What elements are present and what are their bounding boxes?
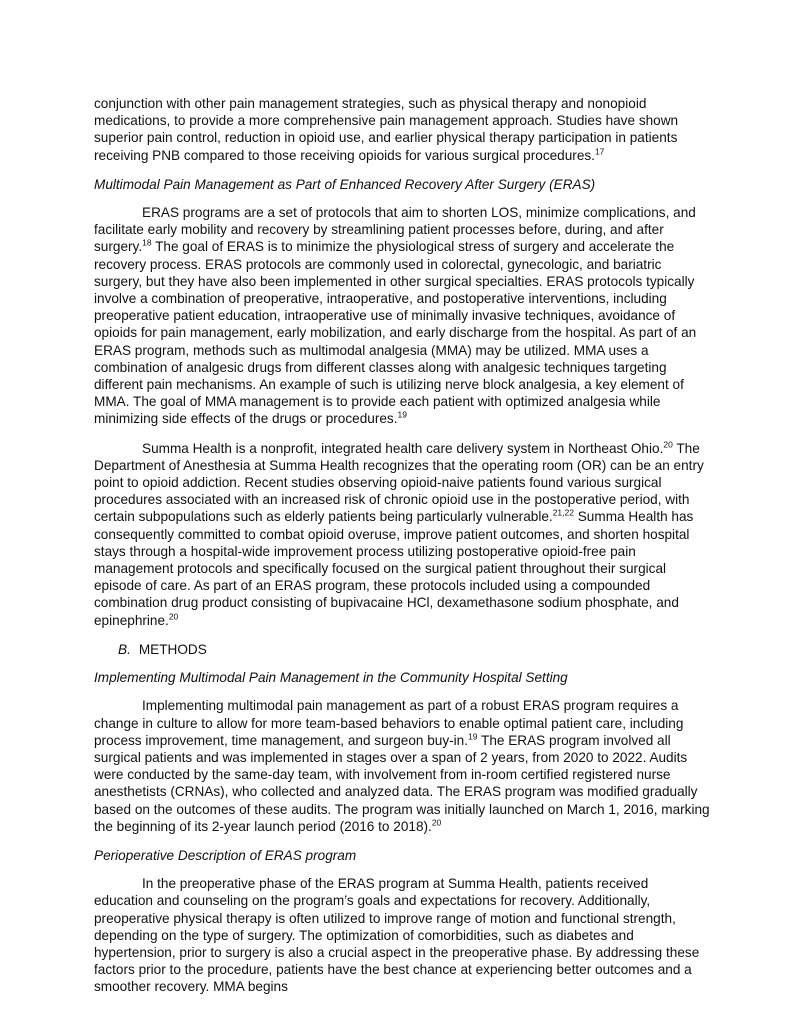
citation-ref: 19 [397, 409, 407, 420]
citation-ref: 20 [168, 611, 179, 622]
citation-ref: 20 [663, 439, 673, 450]
paragraph-implementing [94, 697, 710, 835]
citation-ref: 20 [431, 817, 442, 828]
section-heading-methods [118, 641, 710, 658]
subheading-eras: Multimodal Pain Management as Part of Enhanced Recovery After Surgery (ERAS) [94, 176, 596, 192]
subheading-implementing: Implementing Multimodal Pain Management in the Community Hospital Setting [94, 670, 568, 686]
paragraph-text: ERAS programs are a set of protocols that aim to shorten LOS, minimize complications, and facilitate early mobility and recovery by streamlining patient processes before, during, and after surgery. [94, 205, 696, 255]
paragraph-text: The Department of Anesthesia at Summa Health recognizes that the operating room (OR) can be an entry point to opioid addiction. Recent studies observing opioid-naive patients found various surgical procedures associated with an increased risk of chronic opioid use in the postoperative period, with certain subpopulations such as elderly patients being particularly vulnerable. [94, 440, 704, 525]
citation-ref: 18 [142, 237, 152, 248]
citation-ref: 17 [594, 146, 605, 157]
paragraph-summa-health [94, 440, 710, 629]
paragraph-text: In the preoperative phase of the ERAS program at Summa Health, patients received education and counseling on the program’s goals and expectations for recovery. Additionally, preoperative physical therapy is often utilized to improve range of motion and functional strength, depending on the type of surgery. The optimization of comorbidities, such as diabetes and hypertension, prior to surgery is also a crucial aspect in the preoperative phase. By addressing these factors prior to the procedure, patients have the best chance at experiencing better outcomes and a smoother recovery. MMA begins [94, 876, 700, 995]
subheading-perioperative: Perioperative Description of ERAS program [94, 847, 357, 863]
section-title: METHODS [138, 641, 207, 657]
paragraph-text: Summa Health has consequently committed to combat opioid overuse, improve patient outcomes, and shorten hospital stays through a hospital-wide improvement process utilizing postoperative opioid-free pain management protocols and specifically focused on the surgical patient throughout their surgical episode of care. As part of an ERAS program, these protocols included using a compounded combination drug product consisting of bupivacaine HCl, dexamethasone sodium phosphate, and epinephrine. [94, 509, 694, 628]
section-letter: B. [118, 641, 131, 657]
paragraph-text: conjunction with other pain management strategies, such as physical therapy and nonopioid medications, to provide a more comprehensive pain management approach. Studies have shown superior pain control, reduction in opioid use, and earlier physical therapy participation in patients receiving PNB compared to those receiving opioids for various surgical procedures. [94, 96, 679, 163]
citation-ref: 19 [468, 731, 478, 742]
citation-ref: 21,22 [552, 507, 574, 518]
paragraph-text: The goal of ERAS is to minimize the physiological stress of surgery and accelerate the recovery process. ERAS protocols are commonly used in colorectal, gynecologic, and bariatric surgery, but they have also been implemented in other surgical specialties. ERAS protocols typically involve a combination of preoperative, intraoperative, and postoperative interventions, including preoperative patient education, intraoperative use of minimally invasive techniques, avoidance of opioids for pain management, early mobilization, and early discharge from the hospital. As part of an ERAS program, methods such as multimodal analgesia (MMA) may be utilized. MMA uses a combination of analgesic drugs from different classes along with analgesic techniques targeting different pain mechanisms. An example of such is utilizing nerve block analgesia, a key element of MMA. The goal of MMA management is to provide each patient with optimized analgesia while minimizing side effects of the drugs or procedures. [94, 239, 697, 427]
paragraph-text: Summa Health is a nonprofit, integrated health care delivery system in Northeast Ohio. [142, 440, 664, 456]
paragraph-text: Implementing multimodal pain management as part of a robust ERAS program requires a change in culture to allow for more team-based behaviors to enable optimal patient care, including process improvement, time management, and surgeon buy-in. [94, 698, 684, 748]
paragraph-preoperative-phase [94, 875, 710, 995]
paragraph-pnb-conclusion [94, 95, 710, 164]
paragraph-eras-overview [94, 204, 710, 428]
document-page [94, 95, 710, 1008]
paragraph-text: The ERAS program involved all surgical patients and was implemented in stages over a span of 2 years, from 2020 to 2022. Audits were conducted by the same-day team, with involvement from in-room certified registered nurse anesthetists (CRNAs), who collected and analyzed data. The ERAS program was modified gradually based on the outcomes of these audits. The program was initially launched on March 1, 2016, marking the beginning of its 2-year launch period (2016 to 2018). [94, 732, 710, 834]
